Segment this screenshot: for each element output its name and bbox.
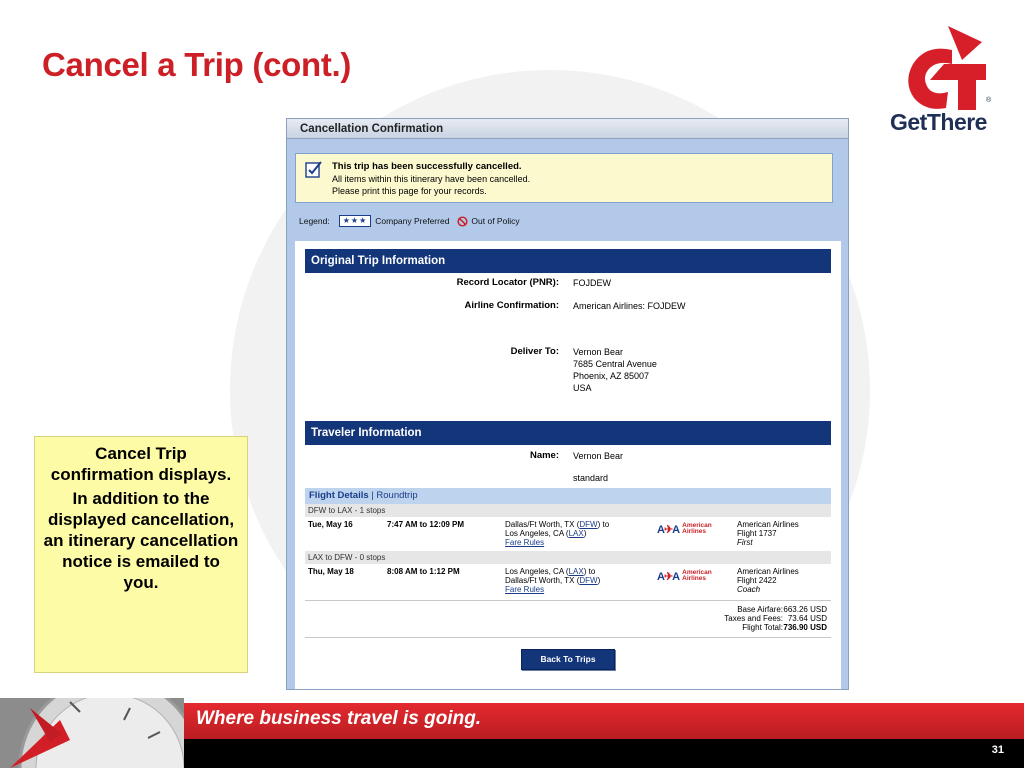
divider xyxy=(305,600,831,601)
leg-to-suffix: ) xyxy=(597,576,601,585)
american-airlines-logo-icon: A✈A American Airlines xyxy=(657,521,712,536)
flight-details-title: Flight Details xyxy=(309,490,369,501)
legend xyxy=(299,215,520,227)
aa-logo-word: Airlines xyxy=(682,575,706,582)
flight-total-value: 736.90 USD xyxy=(783,623,827,632)
registered-mark: ® xyxy=(986,97,992,104)
deliver-to-label: Deliver To: xyxy=(510,346,559,357)
airport-code-link[interactable]: LAX xyxy=(568,567,584,576)
leg-to-suffix: ) xyxy=(583,529,587,538)
flight-total-label: Flight Total: xyxy=(742,623,783,632)
leg-airline: American Airlines xyxy=(737,520,799,529)
original-trip-header: Original Trip Information xyxy=(305,249,831,273)
leg-to-text: Dallas/Ft Worth, TX ( xyxy=(505,576,580,585)
leg-route: DFW to LAX - 1 stops xyxy=(305,504,831,517)
trip-type: Roundtrip xyxy=(376,490,418,501)
taxes-label: Taxes and Fees: xyxy=(724,614,783,623)
airline-confirmation-label: Airline Confirmation: xyxy=(464,300,559,311)
callout-note xyxy=(34,436,248,673)
deliver-line: Phoenix, AZ 85007 xyxy=(573,371,650,381)
checklist-icon xyxy=(305,160,323,178)
leg-to-text: Los Angeles, CA ( xyxy=(505,529,569,538)
leg-date: Thu, May 18 xyxy=(308,567,354,576)
leg-time: 7:47 AM to 12:09 PM xyxy=(387,520,465,529)
leg-from-suffix: ) to xyxy=(583,567,596,576)
fare-rules-link[interactable]: Fare Rules xyxy=(505,538,545,547)
legend-out-of-policy: Out of Policy xyxy=(471,216,520,226)
taxes-value: 73.64 USD xyxy=(787,614,827,623)
leg-from-text: Dallas/Ft Worth, TX ( xyxy=(505,520,580,529)
airline-confirmation-value: American Airlines: FOJDEW xyxy=(573,301,686,311)
footer-tagline: Where business travel is going. xyxy=(196,708,482,729)
traveler-row-area xyxy=(295,471,841,489)
callout-line: In addition to the displayed cancellation, an itinerary cancellation notice is emailed to you. xyxy=(43,489,239,592)
airport-code-link[interactable]: LAX xyxy=(568,529,584,538)
cancellation-confirmation-panel xyxy=(286,118,849,690)
back-to-trips-button[interactable]: Back To Trips xyxy=(521,649,615,670)
leg-from-suffix: ) to xyxy=(597,520,610,529)
trip-details-area xyxy=(295,241,841,485)
aa-logo-word: American xyxy=(682,568,712,576)
american-airlines-logo-icon: A✈A American Airlines xyxy=(657,568,712,583)
leg-flight-number: Flight 2422 xyxy=(737,576,777,585)
leg-from-text: Los Angeles, CA ( xyxy=(505,567,569,576)
airport-code-link[interactable]: DFW xyxy=(579,520,598,529)
panel-title: Cancellation Confirmation xyxy=(287,119,848,139)
traveler-name-value: Vernon Bear xyxy=(573,451,624,461)
success-notice xyxy=(295,153,833,203)
leg-cabin: First xyxy=(737,538,753,547)
legend-label: Legend: xyxy=(299,216,330,226)
callout-line: Cancel Trip confirmation displays. xyxy=(50,444,232,484)
leg-date: Tue, May 16 xyxy=(308,520,353,529)
base-airfare-value: 663.26 USD xyxy=(783,605,827,614)
deliver-line: 7685 Central Avenue xyxy=(573,359,657,369)
notice-line: Please print this page for your records. xyxy=(332,186,487,196)
flight-details xyxy=(295,488,841,690)
fare-rules-link[interactable]: Fare Rules xyxy=(505,585,545,594)
traveler-info-header: Traveler Information xyxy=(305,421,831,445)
leg-route: LAX to DFW - 0 stops xyxy=(305,551,831,564)
airport-code-link[interactable]: DFW xyxy=(579,576,598,585)
divider xyxy=(305,637,831,638)
slide-title: Cancel a Trip (cont.) xyxy=(42,46,352,83)
leg-flight-number: Flight 1737 xyxy=(737,529,777,538)
pnr-value: FOJDEW xyxy=(573,278,611,288)
special-requests-value: standard xyxy=(573,473,609,483)
company-preferred-stars-icon: ★★★ xyxy=(339,215,372,227)
notice-headline: This trip has been successfully cancelled. xyxy=(332,161,522,172)
traveler-name-label: Name: xyxy=(529,450,559,461)
leg-cabin: Coach xyxy=(737,585,761,594)
page-number: 31 xyxy=(991,744,1004,756)
leg-airline: American Airlines xyxy=(737,567,799,576)
out-of-policy-icon xyxy=(457,216,468,227)
flight-details-header xyxy=(305,488,831,504)
legend-company-preferred: Company Preferred xyxy=(375,216,450,226)
compass-icon xyxy=(0,698,184,768)
pnr-label: Record Locator (PNR): xyxy=(456,277,559,288)
aa-logo-word: Airlines xyxy=(682,528,706,535)
leg-time: 8:08 AM to 1:12 PM xyxy=(387,567,460,576)
flight-details-separator: | xyxy=(368,490,377,501)
deliver-line: Vernon Bear xyxy=(573,347,624,357)
aa-logo-word: American xyxy=(682,521,712,529)
notice-line: All items within this itinerary have been cancelled. xyxy=(332,174,531,184)
brand-name: GetThere xyxy=(890,109,987,135)
deliver-line: USA xyxy=(573,383,592,393)
base-airfare-label: Base Airfare: xyxy=(737,605,783,614)
